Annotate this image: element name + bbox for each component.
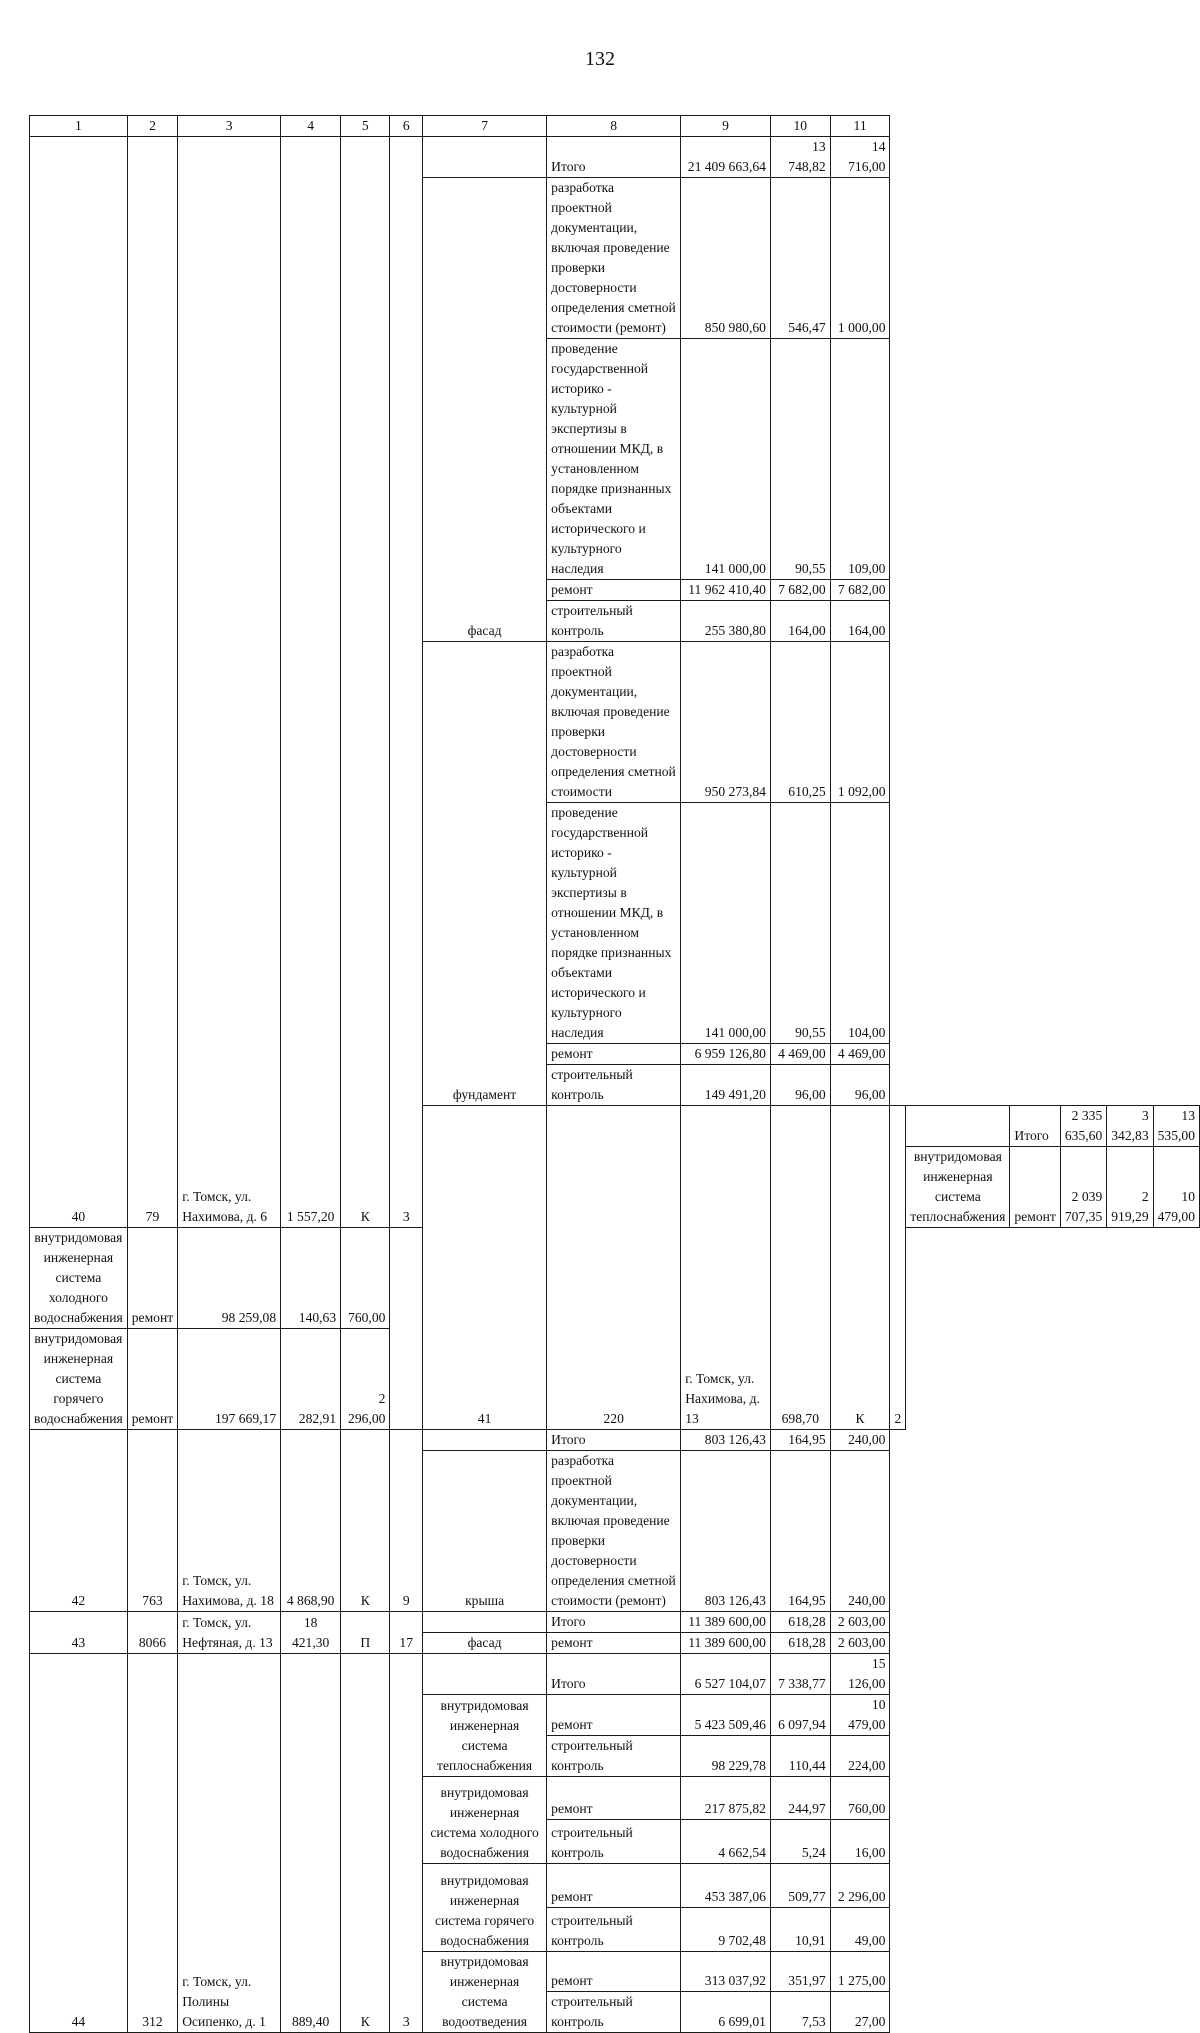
foundation-label: фундамент	[423, 642, 547, 1106]
limit-cost-cell: 7 682,00	[830, 580, 890, 601]
facade-label: фасад	[423, 1633, 547, 1654]
unit-cost-cell: 4 469,00	[770, 1044, 830, 1065]
work-description: ремонт	[1010, 1147, 1060, 1228]
total-cost: 21 409 663,64	[681, 137, 771, 178]
total-label: Итого	[547, 137, 681, 178]
col-header-4: 4	[281, 116, 341, 137]
unit-cost-cell: 164,95	[770, 1451, 830, 1612]
floors-cell: 3	[390, 137, 423, 1228]
cost-cell: 141 000,00	[681, 339, 771, 580]
limit-cost-cell: 104,00	[830, 803, 890, 1044]
work-description: ремонт	[127, 1228, 177, 1329]
work-description: строительный контроль	[547, 1908, 681, 1952]
work-description: ремонт	[547, 1633, 681, 1654]
table-row	[30, 1654, 1200, 1695]
system-label: внутридомовая инженерная система горячего водоснабжения	[423, 1864, 547, 1952]
building-id: 763	[127, 1430, 177, 1612]
cost-cell: 803 126,43	[681, 1451, 771, 1612]
row-number: 44	[30, 1654, 128, 2033]
col-header-9: 9	[681, 116, 771, 137]
empty-cell	[906, 1106, 1010, 1147]
cost-cell: 98 259,08	[178, 1228, 281, 1329]
building-id: 79	[127, 137, 177, 1228]
work-description: ремонт	[547, 1864, 681, 1908]
cost-cell: 2 039 707,35	[1060, 1147, 1106, 1228]
cost-cell: 98 229,78	[681, 1736, 771, 1777]
limit-cost-cell: 760,00	[341, 1228, 390, 1329]
work-description: строительный контроль	[547, 1736, 681, 1777]
area-cell: 1 557,20	[281, 137, 341, 1228]
total-limit-cost: 2 603,00	[830, 1612, 890, 1633]
cost-cell: 850 980,60	[681, 178, 771, 339]
unit-cost-cell: 164,00	[770, 601, 830, 642]
limit-cost-cell: 109,00	[830, 339, 890, 580]
total-limit-cost: 14 716,00	[830, 137, 890, 178]
table-row	[30, 137, 1200, 178]
unit-cost-cell: 618,28	[770, 1633, 830, 1654]
type-cell: К	[341, 137, 390, 1228]
system-label: внутридомовая инженерная система холодного водоснабжения	[30, 1228, 128, 1329]
limit-cost-cell: 760,00	[830, 1777, 890, 1820]
area-cell: 4 868,90	[281, 1430, 341, 1612]
row-number: 43	[30, 1612, 128, 1654]
system-label: внутридомовая инженерная система теплоснабжения	[906, 1147, 1010, 1228]
limit-cost-cell: 1 092,00	[830, 642, 890, 803]
area-cell: 889,40	[281, 1654, 341, 2033]
work-description: ремонт	[127, 1329, 177, 1430]
work-description: ремонт	[547, 580, 681, 601]
total-cost: 2 335 635,60	[1060, 1106, 1106, 1147]
building-id: 312	[127, 1654, 177, 2033]
type-cell: К	[341, 1430, 390, 1612]
limit-cost-cell: 27,00	[830, 1992, 890, 2033]
total-unit-cost: 3 342,83	[1107, 1106, 1153, 1147]
total-label: Итого	[547, 1612, 681, 1633]
row-number: 42	[30, 1430, 128, 1612]
roof-label: крыша	[423, 1451, 547, 1612]
total-limit-cost: 240,00	[830, 1430, 890, 1451]
cost-cell: 197 669,17	[178, 1329, 281, 1430]
cost-cell: 149 491,20	[681, 1065, 771, 1106]
cost-cell: 11 389 600,00	[681, 1633, 771, 1654]
area-cell: 698,70	[770, 1106, 830, 1430]
cost-cell: 141 000,00	[681, 803, 771, 1044]
total-limit-cost: 13 535,00	[1153, 1106, 1199, 1147]
empty-cell	[423, 1654, 547, 1695]
total-label: Итого	[547, 1430, 681, 1451]
unit-cost-cell: 509,77	[770, 1864, 830, 1908]
building-id: 8066	[127, 1612, 177, 1654]
limit-cost-cell: 2 296,00	[830, 1864, 890, 1908]
limit-cost-cell: 2 603,00	[830, 1633, 890, 1654]
unit-cost-cell: 7,53	[770, 1992, 830, 2033]
work-description: разработка проектной документации, включая проведение проверки достоверности определения сметной стоимости	[547, 642, 681, 803]
col-header-1: 1	[30, 116, 128, 137]
system-label: внутридомовая инженерная система холодного водоснабжения	[423, 1777, 547, 1864]
limit-cost-cell: 96,00	[830, 1065, 890, 1106]
col-header-11: 11	[830, 116, 890, 137]
limit-cost-cell: 1 275,00	[830, 1952, 890, 1992]
empty-cell	[423, 137, 547, 178]
col-header-10: 10	[770, 116, 830, 137]
unit-cost-cell: 7 682,00	[770, 580, 830, 601]
cost-cell: 4 662,54	[681, 1820, 771, 1864]
work-description: ремонт	[547, 1044, 681, 1065]
work-description: строительный контроль	[547, 601, 681, 642]
unit-cost-cell: 96,00	[770, 1065, 830, 1106]
col-header-3: 3	[178, 116, 281, 137]
work-description: строительный контроль	[547, 1820, 681, 1864]
type-cell: К	[341, 1654, 390, 2033]
total-label: Итого	[547, 1654, 681, 1695]
col-header-8: 8	[547, 116, 681, 137]
work-description: ремонт	[547, 1777, 681, 1820]
table-row	[30, 1612, 1200, 1633]
unit-cost-cell: 90,55	[770, 803, 830, 1044]
cost-cell: 9 702,48	[681, 1908, 771, 1952]
address-cell: г. Томск, ул. Нахимова, д. 6	[178, 137, 281, 1228]
total-cost: 11 389 600,00	[681, 1612, 771, 1633]
limit-cost-cell: 49,00	[830, 1908, 890, 1952]
unit-cost-cell: 10,91	[770, 1908, 830, 1952]
unit-cost-cell: 90,55	[770, 339, 830, 580]
work-description: ремонт	[547, 1695, 681, 1736]
type-cell: П	[341, 1612, 390, 1654]
facade-label: фасад	[423, 178, 547, 642]
cost-cell: 5 423 509,46	[681, 1695, 771, 1736]
system-label: внутридомовая инженерная система горячего водоснабжения	[30, 1329, 128, 1430]
limit-cost-cell: 1 000,00	[830, 178, 890, 339]
total-limit-cost: 15 126,00	[830, 1654, 890, 1695]
unit-cost-cell: 610,25	[770, 642, 830, 803]
type-cell: К	[830, 1106, 890, 1430]
building-id: 220	[547, 1106, 681, 1430]
total-cost: 6 527 104,07	[681, 1654, 771, 1695]
work-description: разработка проектной документации, включая проведение проверки достоверности определения сметной стоимости (ремонт)	[547, 178, 681, 339]
address-cell: г. Томск, ул. Полины Осипенко, д. 1	[178, 1654, 281, 2033]
col-header-7: 7	[423, 116, 547, 137]
empty-cell	[423, 1430, 547, 1451]
system-label: внутридомовая инженерная система теплоснабжения	[423, 1695, 547, 1777]
unit-cost-cell: 351,97	[770, 1952, 830, 1992]
total-unit-cost: 13 748,82	[770, 137, 830, 178]
address-cell: г. Томск, ул. Нефтяная, д. 13	[178, 1612, 281, 1654]
floors-cell: 17	[390, 1612, 423, 1654]
limit-cost-cell: 4 469,00	[830, 1044, 890, 1065]
limit-cost-cell: 240,00	[830, 1451, 890, 1612]
unit-cost-cell: 2 919,29	[1107, 1147, 1153, 1228]
header-row	[30, 116, 1200, 137]
cost-cell: 217 875,82	[681, 1777, 771, 1820]
cost-cell: 313 037,92	[681, 1952, 771, 1992]
work-description: строительный контроль	[547, 1992, 681, 2033]
floors-cell: 2	[890, 1106, 906, 1430]
empty-cell	[423, 1612, 547, 1633]
table-row	[30, 1430, 1200, 1451]
unit-cost-cell: 244,97	[770, 1777, 830, 1820]
work-description: проведение государственной историко - культурной экспертизы в отношении МКД, в установленном порядке признанных объектами исторического и культурного наследия	[547, 339, 681, 580]
floors-cell: 9	[390, 1430, 423, 1612]
unit-cost-cell: 140,63	[281, 1228, 341, 1329]
cost-cell: 6 959 126,80	[681, 1044, 771, 1065]
cost-cell: 453 387,06	[681, 1864, 771, 1908]
col-header-6: 6	[390, 116, 423, 137]
total-unit-cost: 164,95	[770, 1430, 830, 1451]
address-cell: г. Томск, ул. Нахимова, д. 13	[681, 1106, 771, 1430]
cost-cell: 6 699,01	[681, 1992, 771, 2033]
total-unit-cost: 618,28	[770, 1612, 830, 1633]
col-header-2: 2	[127, 116, 177, 137]
area-cell: 18 421,30	[281, 1612, 341, 1654]
row-number: 41	[423, 1106, 547, 1430]
limit-cost-cell: 164,00	[830, 601, 890, 642]
unit-cost-cell: 546,47	[770, 178, 830, 339]
limit-cost-cell: 10 479,00	[830, 1695, 890, 1736]
cost-cell: 950 273,84	[681, 642, 771, 803]
limit-cost-cell: 2 296,00	[341, 1329, 390, 1430]
total-unit-cost: 7 338,77	[770, 1654, 830, 1695]
unit-cost-cell: 5,24	[770, 1820, 830, 1864]
cost-cell: 11 962 410,40	[681, 580, 771, 601]
cost-cell: 255 380,80	[681, 601, 771, 642]
address-cell: г. Томск, ул. Нахимова, д. 18	[178, 1430, 281, 1612]
capital-repair-table	[29, 115, 1200, 2033]
col-header-5: 5	[341, 116, 390, 137]
work-description: ремонт	[547, 1952, 681, 1992]
unit-cost-cell: 110,44	[770, 1736, 830, 1777]
work-description: разработка проектной документации, включая проведение проверки достоверности определения сметной стоимости (ремонт)	[547, 1451, 681, 1612]
page-number: 132	[585, 48, 615, 70]
total-label: Итого	[1010, 1106, 1060, 1147]
work-description: проведение государственной историко - культурной экспертизы в отношении МКД, в установленном порядке признанных объектами исторического и культурного наследия	[547, 803, 681, 1044]
unit-cost-cell: 282,91	[281, 1329, 341, 1430]
work-description: строительный контроль	[547, 1065, 681, 1106]
unit-cost-cell: 6 097,94	[770, 1695, 830, 1736]
total-cost: 803 126,43	[681, 1430, 771, 1451]
system-label: внутридомовая инженерная система водоотведения	[423, 1952, 547, 2033]
row-number: 40	[30, 137, 128, 1228]
limit-cost-cell: 224,00	[830, 1736, 890, 1777]
limit-cost-cell: 16,00	[830, 1820, 890, 1864]
limit-cost-cell: 10 479,00	[1153, 1147, 1199, 1228]
floors-cell: 3	[390, 1654, 423, 2033]
